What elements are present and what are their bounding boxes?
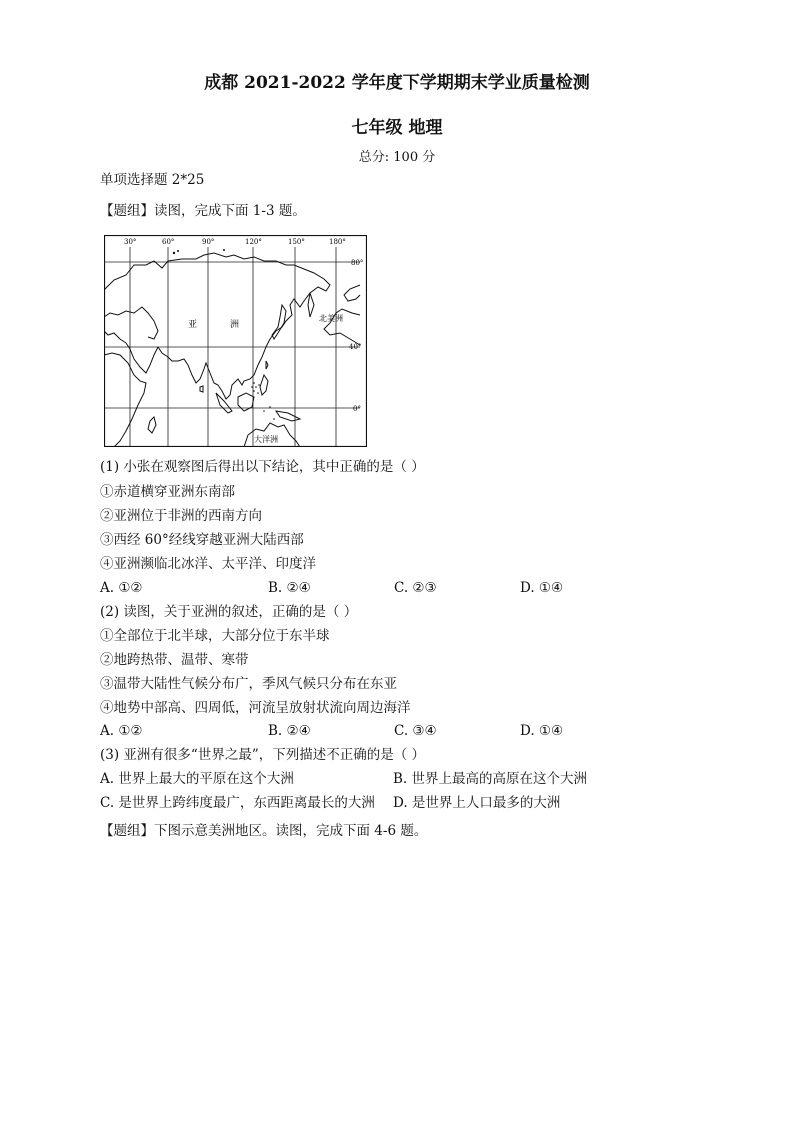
region-asia-label: 亚 [188,320,198,330]
question-1-item: ④亚洲濒临北冰洋、太平洋、印度洋 [100,556,316,572]
lon-label: 90° [202,238,215,246]
option-b: B. ②④ [268,723,311,739]
region-asia-label: 洲 [230,320,240,330]
lon-label: 60° [162,238,175,246]
region-oceania-label: 大洋洲 [254,435,278,444]
option-d: D. 是世界上人口最多的大洲 [393,795,561,811]
question-1-item: ②亚洲位于非洲的西南方向 [100,508,262,524]
section-heading: 单项选择题 2*25 [100,172,205,188]
lat-label: 0° [353,405,361,413]
option-b: B. ②④ [268,580,311,596]
total-score: 总分: 100 分 [358,150,436,165]
option-c: C. ③④ [394,723,437,739]
option-d: D. ①④ [520,580,564,596]
question-2-item: ①全部位于北半球，大部分位于东半球 [100,628,330,644]
lon-label: 30° [124,238,137,246]
question-2-item: ③温带大陆性气候分布广，季风气候只分布在东亚 [100,676,397,692]
question-1-stem: (1) 小张在观察图后得出以下结论，其中正确的是（ ） [100,459,425,475]
question-group-1: 【题组】读图，完成下面 1-3 题。 [100,203,306,219]
question-1-item: ③西经 60°经线穿越亚洲大陆西部 [100,532,304,548]
lon-label: 150° [288,238,305,246]
question-3-stem: (3) 亚洲有很多“世界之最”，下列描述不正确的是（ ） [100,747,426,763]
asia-map [104,235,367,447]
option-b: B. 世界上最高的高原在这个大洲 [393,771,588,787]
question-group-2: 【题组】下图示意美洲地区。读图，完成下面 4-6 题。 [100,823,428,839]
lon-label: 120° [245,238,262,246]
region-na-label: 北美洲 [319,314,343,323]
question-2-item: ②地跨热带、温带、寒带 [100,652,249,668]
exam-subtitle: 七年级 地理 [351,118,443,138]
question-2-item: ④地势中部高、四周低，河流呈放射状流向周边海洋 [100,700,411,716]
lat-label: 40° [349,343,362,351]
page-title: 成都 2021-2022 学年度下学期期末学业质量检测 [204,73,590,93]
option-a: A. ①② [100,723,143,739]
lat-label: 80° [351,259,364,267]
question-1-item: ①赤道横穿亚洲东南部 [100,484,235,500]
option-a: A. ①② [100,580,143,596]
question-2-stem: (2) 读图，关于亚洲的叙述，正确的是（ ） [100,604,358,620]
option-c: C. ②③ [394,580,437,596]
option-d: D. ①④ [520,723,564,739]
option-c: C. 是世界上跨纬度最广，东西距离最长的大洲 [100,795,375,811]
lon-label: 180° [329,238,346,246]
option-a: A. 世界上最大的平原在这个大洲 [100,771,294,787]
